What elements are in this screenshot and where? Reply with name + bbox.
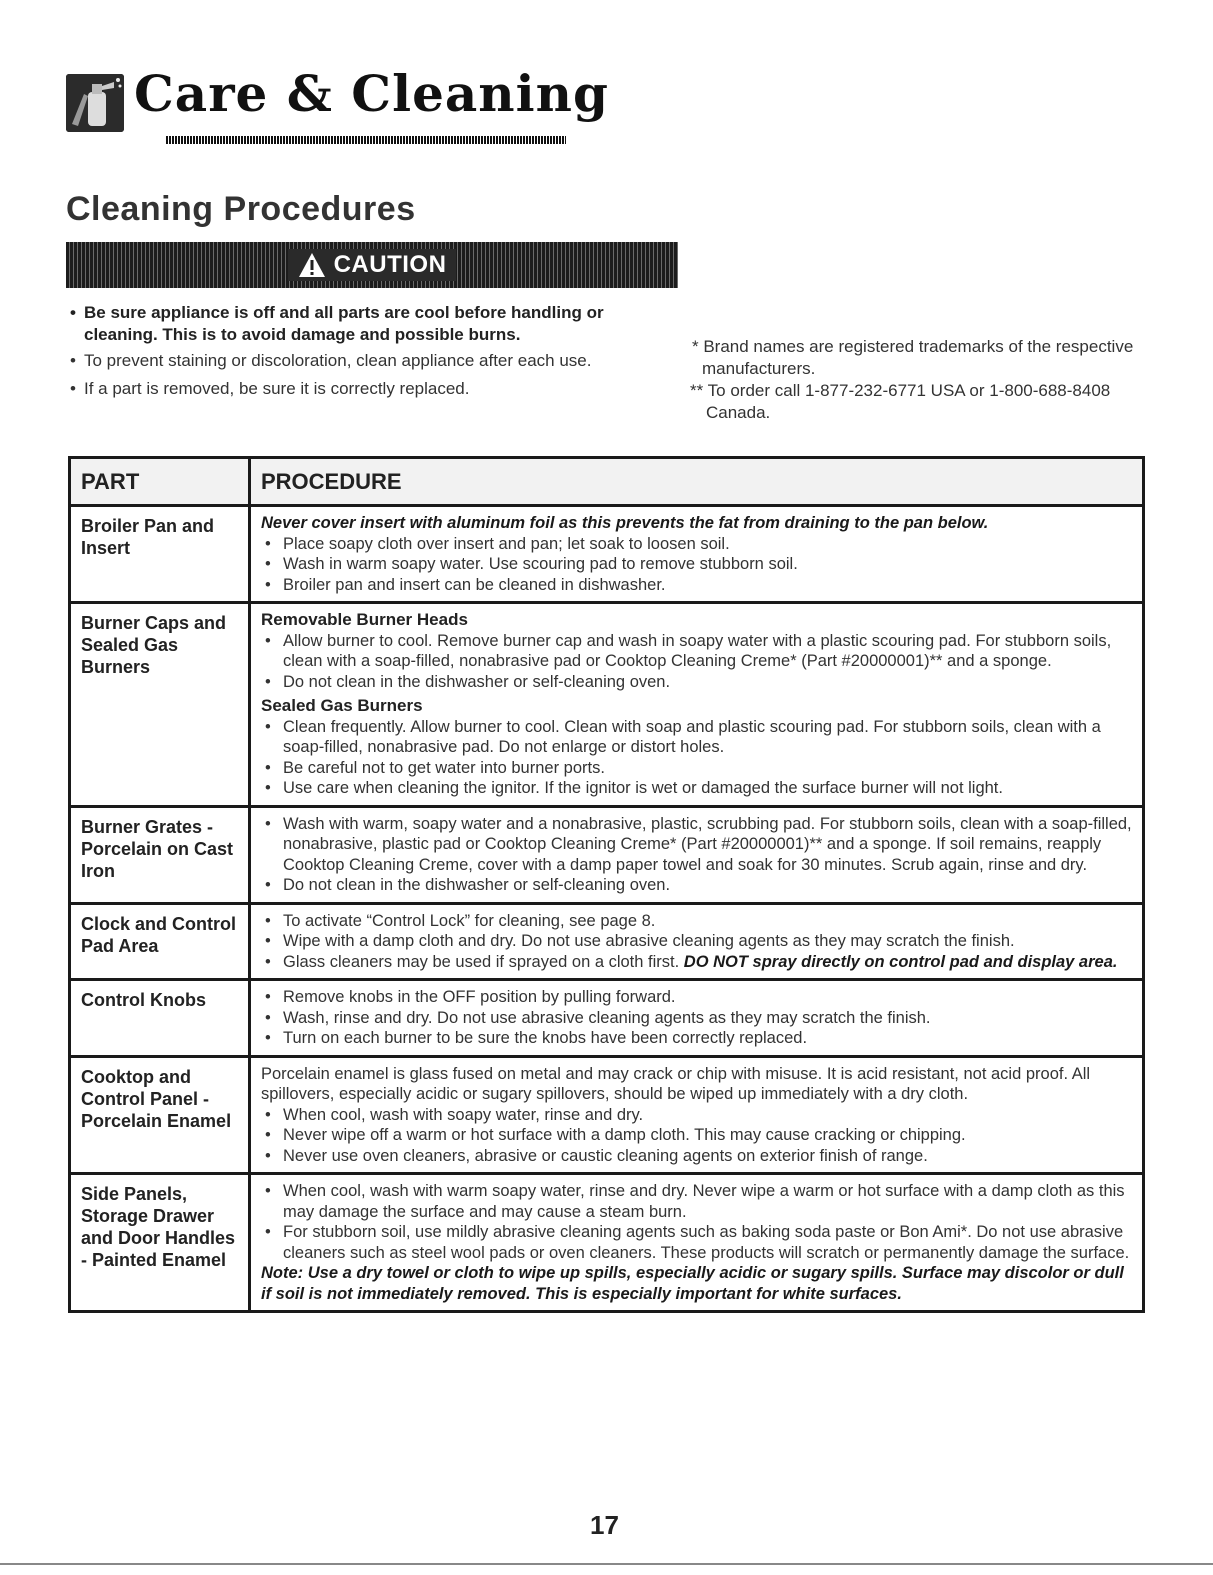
caution-item: • To prevent staining or discoloration, clean appliance after each use. xyxy=(70,350,680,372)
procedure-step: • Clean frequently. Allow burner to cool. Clean with soap and plastic scouring pad. For stubborn soils, clean with a soap-filled, nonabrasive pad. Do not enlarge or distort holes. xyxy=(261,717,1132,758)
procedure-step-text: Glass cleaners may be used if sprayed on a cloth first. xyxy=(283,952,680,971)
procedure-cell xyxy=(250,603,1144,807)
header-underline xyxy=(166,136,566,144)
table-row xyxy=(70,506,1144,603)
procedure-cell xyxy=(250,806,1144,903)
procedure-step: • Wash with warm, soapy water and a nonabrasive, plastic, scrubbing pad. For stubborn soils, clean with a soap-filled, nonabrasive, plastic pad or Cooktop Cleaning Creme* (Part #20000001)** and a sponge. If soil remains, reapply Cooktop Cleaning Creme, cover with a damp paper towel and soak for 30 minutes. Scrub again, rinse and dry. xyxy=(261,814,1132,876)
procedure-step: • When cool, wash with soapy water, rinse and dry. xyxy=(261,1105,1132,1126)
table-row xyxy=(70,603,1144,807)
procedure-step: • Never use oven cleaners, abrasive or caustic cleaning agents on exterior finish of range. xyxy=(261,1146,1132,1167)
procedure-step: • Never wipe off a warm or hot surface with a damp cloth. This may cause cracking or chipping. xyxy=(261,1125,1132,1146)
column-header-procedure: PROCEDURE xyxy=(250,458,1144,506)
footnotes xyxy=(692,336,1162,424)
warning-text: Never cover insert with aluminum foil as this prevents the fat from draining to the pan below. xyxy=(261,514,989,532)
procedure-step: • Wash, rinse and dry. Do not use abrasive cleaning agents as they may scratch the finish. xyxy=(261,1008,1132,1029)
part-name: Side Panels, Storage Drawer and Door Handles - Painted Enamel xyxy=(70,1174,250,1312)
procedure-step: • Use care when cleaning the ignitor. If the ignitor is wet or damaged the surface burner will not light. xyxy=(261,778,1132,799)
caution-item: • If a part is removed, be sure it is correctly replaced. xyxy=(70,378,680,400)
bottom-divider xyxy=(0,1563,1213,1565)
part-name: Burner Caps and Sealed Gas Burners xyxy=(70,603,250,807)
procedure-cell xyxy=(250,903,1144,980)
table-row xyxy=(70,980,1144,1057)
table-row xyxy=(70,1174,1144,1312)
page-number: 17 xyxy=(590,1510,619,1540)
cleaning-spray-icon xyxy=(66,74,124,132)
procedure-step: • Broiler pan and insert can be cleaned in dishwasher. xyxy=(261,575,1132,596)
table-header-row xyxy=(70,458,1144,506)
procedure-cell xyxy=(250,1174,1144,1312)
table-row xyxy=(70,806,1144,903)
procedure-step: • Wipe with a damp cloth and dry. Do not use abrasive cleaning agents as they may scratch the finish. xyxy=(261,931,1132,952)
caution-label-box xyxy=(288,249,457,281)
procedure-step: • When cool, wash with warm soapy water, rinse and dry. Never wipe a warm or hot surface with a damp cloth as this may damage the surface and may cause a steam burn. xyxy=(261,1181,1132,1222)
part-name: Broiler Pan and Insert xyxy=(70,506,250,603)
subheading: Sealed Gas Burners xyxy=(261,696,423,715)
table-row xyxy=(70,903,1144,980)
procedure-step: • Place soapy cloth over insert and pan; let soak to loosen soil. xyxy=(261,534,1132,555)
page-header-title: Care & Cleaning xyxy=(134,64,609,123)
procedure-step: • Turn on each burner to be sure the knobs have been correctly replaced. xyxy=(261,1028,1132,1049)
note-text: Note: Use a dry towel or cloth to wipe up spills, especially acidic or sugary spills. Surface may discolor or dull if soil is not immediately removed. This is especially important for white surfaces. xyxy=(261,1264,1124,1303)
procedure-step xyxy=(261,952,1132,973)
procedure-step: • To activate “Control Lock” for cleaning, see page 8. xyxy=(261,911,1132,932)
procedure-step: • Do not clean in the dishwasher or self-cleaning oven. xyxy=(261,875,1132,896)
procedure-step: • Remove knobs in the OFF position by pulling forward. xyxy=(261,987,1132,1008)
procedure-step: • Wash in warm soapy water. Use scouring pad to remove stubborn soil. xyxy=(261,554,1132,575)
subheading: Removable Burner Heads xyxy=(261,610,468,629)
warning-triangle-icon xyxy=(298,252,326,278)
section-title: Cleaning Procedures xyxy=(66,190,416,228)
part-name: Control Knobs xyxy=(70,980,250,1057)
table-row xyxy=(70,1056,1144,1174)
caution-item: • Be sure appliance is off and all parts are cool before handling or cleaning. This is to avoid damage and possible burns. xyxy=(70,302,680,346)
caution-banner xyxy=(66,242,678,288)
warning-text: DO NOT spray directly on control pad and display area. xyxy=(683,952,1118,971)
part-name: Clock and Control Pad Area xyxy=(70,903,250,980)
procedure-step: • Do not clean in the dishwasher or self-cleaning oven. xyxy=(261,672,1132,693)
procedure-cell xyxy=(250,1056,1144,1174)
procedure-step: • Allow burner to cool. Remove burner cap and wash in soapy water with a plastic scouring pad. For stubborn soils, clean with a soap-filled, nonabrasive pad or Cooktop Cleaning Creme* (Part #20000001)** and a sponge. xyxy=(261,631,1132,672)
procedure-step: • Be careful not to get water into burner ports. xyxy=(261,758,1132,779)
column-header-part: PART xyxy=(70,458,250,506)
part-name: Cooktop and Control Panel - Porcelain Enamel xyxy=(70,1056,250,1174)
trademark-note: * Brand names are registered trademarks of the respective manufacturers. xyxy=(692,337,1134,378)
caution-list xyxy=(70,302,680,406)
procedure-intro: Porcelain enamel is glass fused on metal and may crack or chip with misuse. It is acid resistant, not acid proof. All spillovers, especially acidic or sugary spillovers, should be wiped up immediately with a dry cloth. xyxy=(261,1064,1091,1103)
part-name: Burner Grates - Porcelain on Cast Iron xyxy=(70,806,250,903)
procedure-step: • For stubborn soil, use mildly abrasive cleaning agents such as baking soda paste or Bon Ami*. Do not use abrasive cleaners such as steel wool pads or oven cleaners. These products will scratch or permanently damage the surface. xyxy=(261,1222,1132,1263)
procedure-cell xyxy=(250,506,1144,603)
procedure-cell xyxy=(250,980,1144,1057)
page-header xyxy=(66,64,609,152)
cleaning-procedures-table xyxy=(68,456,1145,1313)
caution-label: CAUTION xyxy=(333,251,447,278)
order-note: ** To order call 1-877-232-6771 USA or 1-800-688-8408 Canada. xyxy=(690,381,1111,422)
